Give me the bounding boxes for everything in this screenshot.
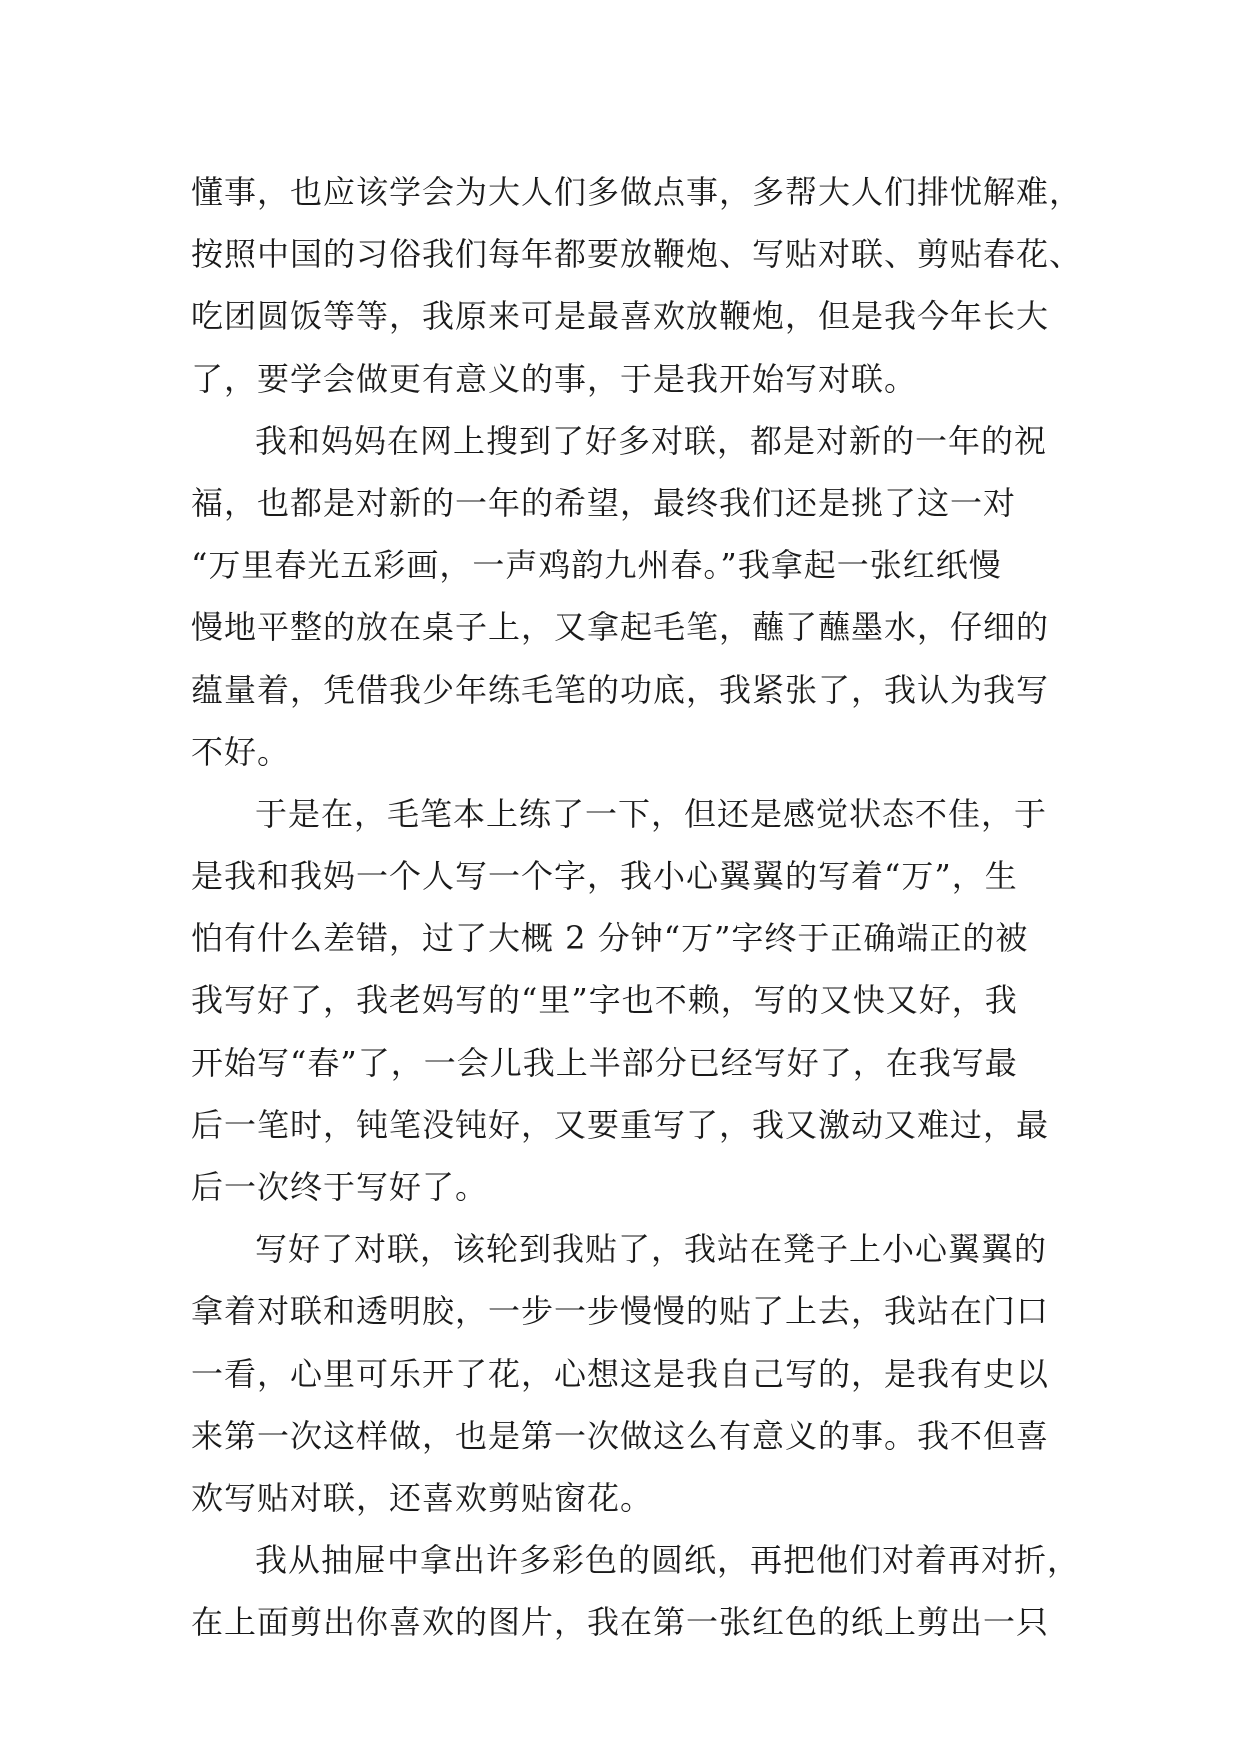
text-line: 来第一次这样做，也是第一次做这么有意义的事。我不但喜 [191,1416,1050,1455]
text-line: 拿着对联和透明胶，一步一步慢慢的贴了上去，我站在门口 [191,1292,1050,1331]
text-line: 在上面剪出你喜欢的图片，我在第一张红色的纸上剪出一只 [191,1603,1050,1642]
text-line: 懂事，也应该学会为大人们多做点事，多帮大人们排忧解难， [191,173,1083,211]
text-line: 了，要学会做更有意义的事，于是我开始写对联。 [191,359,918,398]
text-line: 一看，心里可乐开了花，心想这是我自己写的，是我有史以 [191,1354,1050,1393]
text-line: 吃团圆饭等等，我原来可是最喜欢放鞭炮，但是我今年长大 [191,297,1050,336]
text-line: 后一笔时，钝笔没钝好，又要重写了，我又激动又难过，最 [191,1105,1050,1144]
paragraph [191,161,1083,410]
text-line: 慢地平整的放在桌子上，又拿起毛笔，蘸了蘸墨水，仔细的 [191,608,1050,647]
text-line: “万里春光五彩画，一声鸡韵九州春。”我拿起一张红纸慢 [191,546,1002,585]
paragraph [191,410,1055,783]
text-line: 我从抽屉中拿出许多彩色的圆纸，再把他们对着再对折， [255,1541,1081,1580]
text-line: 开始写“春”了，一会儿我上半部分已经写好了，在我写最 [191,1043,1018,1082]
text-line: 后一次终于写好了。 [191,1168,489,1206]
paragraph [191,783,1055,1218]
document-body [191,161,1083,1654]
paragraph [191,1529,1081,1653]
text-line: 欢写贴对联，还喜欢剪贴窗花。 [191,1478,654,1517]
text-line: 蕴量着，凭借我少年练毛笔的功底，我紧张了，我认为我写 [191,670,1050,709]
text-line: 我和妈妈在网上搜到了好多对联，都是对新的一年的祝 [255,421,1048,460]
text-line: 按照中国的习俗我们每年都要放鞭炮、写贴对联、剪贴春花、 [191,235,1083,274]
text-line: 于是在，毛笔本上练了一下，但还是感觉状态不佳，于 [255,794,1048,833]
text-line: 怕有什么差错，过了大概 2 分钟“万”字终于正确端正的被 [191,919,1029,958]
paragraph [191,1218,1055,1529]
text-line: 不好。 [191,732,291,771]
text-line: 福，也都是对新的一年的希望，最终我们还是挑了这一对 [191,483,1017,522]
text-line: 我写好了，我老妈写的“里”字也不赖，写的又快又好，我 [191,981,1018,1020]
text-line: 是我和我妈一个人写一个字，我小心翼翼的写着“万”，生 [191,857,1018,896]
text-line: 写好了对联，该轮到我贴了，我站在凳子上小心翼翼的 [255,1230,1048,1269]
